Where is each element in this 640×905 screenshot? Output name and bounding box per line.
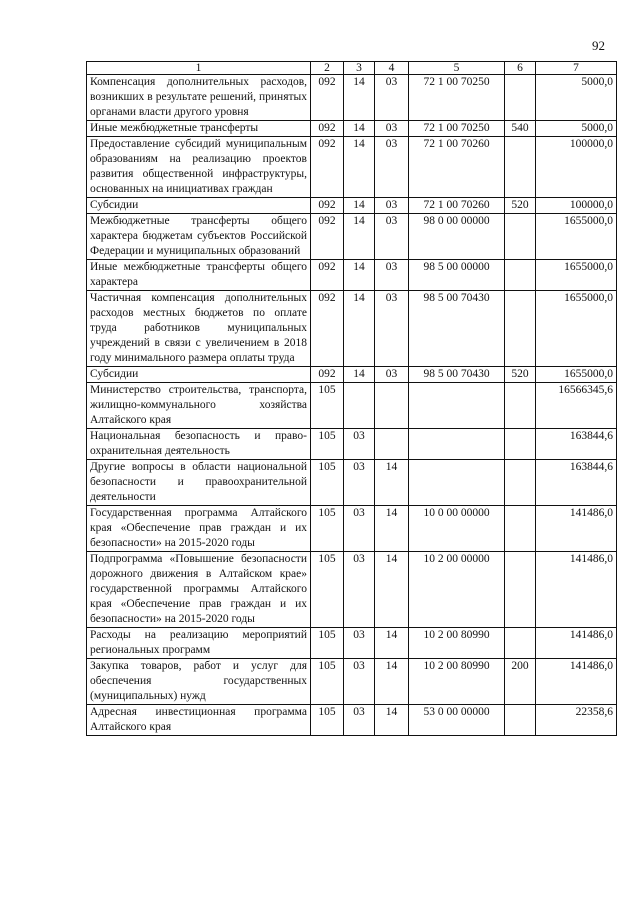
column-header: 2 <box>311 62 344 75</box>
admin-code-cell: 105 <box>311 460 344 506</box>
subsection-code-cell: 14 <box>375 460 409 506</box>
expense-type-cell <box>505 552 536 628</box>
amount-cell: 141486,0 <box>536 552 617 628</box>
table-row <box>87 659 617 705</box>
section-code-cell: 03 <box>344 628 375 659</box>
admin-code-cell: 105 <box>311 506 344 552</box>
admin-code-cell: 105 <box>311 383 344 429</box>
expense-type-cell: 540 <box>505 121 536 137</box>
table-row <box>87 367 617 383</box>
item-name-cell: Субсидии <box>87 367 311 383</box>
target-article-cell: 53 0 00 00000 <box>409 705 505 736</box>
amount-cell: 22358,6 <box>536 705 617 736</box>
expense-type-cell <box>505 506 536 552</box>
admin-code-cell: 105 <box>311 705 344 736</box>
item-name-cell: Министерство строительства, транспорта, жилищно-коммунального хозяйства Алтайского края <box>87 383 311 429</box>
item-name-cell: Иные межбюджетные трансферты общего характера <box>87 260 311 291</box>
item-name-cell: Предоставление субсидий муниципальным образованиям на реализацию проектов развития общественной инфраструктуры, основанных на инициативах граждан <box>87 137 311 198</box>
subsection-code-cell <box>375 383 409 429</box>
target-article-cell: 72 1 00 70250 <box>409 75 505 121</box>
section-code-cell: 14 <box>344 137 375 198</box>
expense-type-cell <box>505 429 536 460</box>
amount-cell: 163844,6 <box>536 460 617 506</box>
admin-code-cell: 105 <box>311 659 344 705</box>
target-article-cell <box>409 383 505 429</box>
table-row <box>87 121 617 137</box>
table-row <box>87 214 617 260</box>
expense-type-cell <box>505 260 536 291</box>
header-row <box>87 62 617 75</box>
expense-type-cell <box>505 628 536 659</box>
amount-cell: 5000,0 <box>536 121 617 137</box>
subsection-code-cell: 03 <box>375 367 409 383</box>
subsection-code-cell: 03 <box>375 260 409 291</box>
item-name-cell: Закупка товаров, работ и услуг для обеспечения государственных (муниципальных) нужд <box>87 659 311 705</box>
target-article-cell: 10 2 00 80990 <box>409 659 505 705</box>
expense-type-cell <box>505 214 536 260</box>
item-name-cell: Национальная безопасность и правоохранительная деятельность <box>87 429 311 460</box>
admin-code-cell: 092 <box>311 121 344 137</box>
amount-cell: 1655000,0 <box>536 291 617 367</box>
item-name-cell: Частичная компенсация дополнительных расходов местных бюджетов по оплате труда работников муниципальных учреждений в связи с увеличением в 2018 году минимального размера оплаты труда <box>87 291 311 367</box>
amount-cell: 141486,0 <box>536 659 617 705</box>
table-row <box>87 460 617 506</box>
subsection-code-cell: 03 <box>375 198 409 214</box>
subsection-code-cell: 14 <box>375 659 409 705</box>
item-name-cell: Государственная программа Алтайского края «Обеспечение прав граждан и их безопасности» на 2015-2020 годы <box>87 506 311 552</box>
item-name-cell: Расходы на реализацию мероприятий региональных программ <box>87 628 311 659</box>
subsection-code-cell: 03 <box>375 214 409 260</box>
column-header: 1 <box>87 62 311 75</box>
target-article-cell: 10 2 00 80990 <box>409 628 505 659</box>
subsection-code-cell: 03 <box>375 291 409 367</box>
item-name-cell: Адресная инвестиционная программа Алтайского края <box>87 705 311 736</box>
section-code-cell <box>344 383 375 429</box>
amount-cell: 141486,0 <box>536 628 617 659</box>
table-row <box>87 552 617 628</box>
target-article-cell: 10 2 00 00000 <box>409 552 505 628</box>
amount-cell: 5000,0 <box>536 75 617 121</box>
column-header: 5 <box>409 62 505 75</box>
section-code-cell: 03 <box>344 506 375 552</box>
admin-code-cell: 092 <box>311 367 344 383</box>
section-code-cell: 14 <box>344 75 375 121</box>
target-article-cell: 72 1 00 70260 <box>409 198 505 214</box>
section-code-cell: 03 <box>344 429 375 460</box>
section-code-cell: 14 <box>344 198 375 214</box>
column-header: 4 <box>375 62 409 75</box>
target-article-cell: 98 0 00 00000 <box>409 214 505 260</box>
target-article-cell: 10 0 00 00000 <box>409 506 505 552</box>
expense-type-cell: 520 <box>505 367 536 383</box>
subsection-code-cell: 14 <box>375 552 409 628</box>
table-row <box>87 429 617 460</box>
target-article-cell <box>409 429 505 460</box>
target-article-cell: 98 5 00 00000 <box>409 260 505 291</box>
section-code-cell: 03 <box>344 659 375 705</box>
table-row <box>87 705 617 736</box>
column-header: 6 <box>505 62 536 75</box>
amount-cell: 100000,0 <box>536 198 617 214</box>
table-row <box>87 137 617 198</box>
item-name-cell: Другие вопросы в области национальной безопасности и правоохранительной деятельности <box>87 460 311 506</box>
expense-type-cell <box>505 291 536 367</box>
section-code-cell: 03 <box>344 705 375 736</box>
target-article-cell: 72 1 00 70260 <box>409 137 505 198</box>
section-code-cell: 14 <box>344 367 375 383</box>
budget-table <box>86 61 617 736</box>
section-code-cell: 14 <box>344 214 375 260</box>
table-row <box>87 506 617 552</box>
amount-cell: 16566345,6 <box>536 383 617 429</box>
expense-type-cell: 200 <box>505 659 536 705</box>
item-name-cell: Иные межбюджетные трансферты <box>87 121 311 137</box>
item-name-cell: Компенсация дополнительных расходов, возникших в результате решений, принятых органами власти другого уровня <box>87 75 311 121</box>
item-name-cell: Подпрограмма «Повышение безопасности дорожного движения в Алтайском крае» государственной программы Алтайского края «Обеспечение прав граждан и их безопасности» на 2015-2020 годы <box>87 552 311 628</box>
amount-cell: 1655000,0 <box>536 367 617 383</box>
subsection-code-cell: 14 <box>375 628 409 659</box>
target-article-cell: 72 1 00 70250 <box>409 121 505 137</box>
admin-code-cell: 105 <box>311 552 344 628</box>
section-code-cell: 14 <box>344 291 375 367</box>
amount-cell: 1655000,0 <box>536 260 617 291</box>
target-article-cell <box>409 460 505 506</box>
expense-type-cell <box>505 383 536 429</box>
column-header: 7 <box>536 62 617 75</box>
section-code-cell: 14 <box>344 121 375 137</box>
subsection-code-cell: 03 <box>375 137 409 198</box>
table-row <box>87 291 617 367</box>
target-article-cell: 98 5 00 70430 <box>409 291 505 367</box>
target-article-cell: 98 5 00 70430 <box>409 367 505 383</box>
section-code-cell: 03 <box>344 460 375 506</box>
table-row <box>87 260 617 291</box>
subsection-code-cell: 03 <box>375 121 409 137</box>
section-code-cell: 14 <box>344 260 375 291</box>
admin-code-cell: 092 <box>311 291 344 367</box>
subsection-code-cell: 14 <box>375 506 409 552</box>
section-code-cell: 03 <box>344 552 375 628</box>
page-number: 92 <box>592 38 605 53</box>
table-row <box>87 75 617 121</box>
item-name-cell: Субсидии <box>87 198 311 214</box>
item-name-cell: Межбюджетные трансферты общего характера бюджетам субъектов Российской Федерации и муниципальных образований <box>87 214 311 260</box>
subsection-code-cell: 14 <box>375 705 409 736</box>
expense-type-cell <box>505 75 536 121</box>
amount-cell: 1655000,0 <box>536 214 617 260</box>
expense-type-cell <box>505 705 536 736</box>
amount-cell: 163844,6 <box>536 429 617 460</box>
admin-code-cell: 092 <box>311 75 344 121</box>
table-row <box>87 198 617 214</box>
expense-type-cell <box>505 460 536 506</box>
admin-code-cell: 092 <box>311 260 344 291</box>
admin-code-cell: 092 <box>311 198 344 214</box>
amount-cell: 141486,0 <box>536 506 617 552</box>
admin-code-cell: 105 <box>311 628 344 659</box>
column-header: 3 <box>344 62 375 75</box>
amount-cell: 100000,0 <box>536 137 617 198</box>
expense-type-cell <box>505 137 536 198</box>
subsection-code-cell: 03 <box>375 75 409 121</box>
table-row <box>87 383 617 429</box>
admin-code-cell: 092 <box>311 137 344 198</box>
table-row <box>87 628 617 659</box>
admin-code-cell: 105 <box>311 429 344 460</box>
admin-code-cell: 092 <box>311 214 344 260</box>
subsection-code-cell <box>375 429 409 460</box>
expense-type-cell: 520 <box>505 198 536 214</box>
